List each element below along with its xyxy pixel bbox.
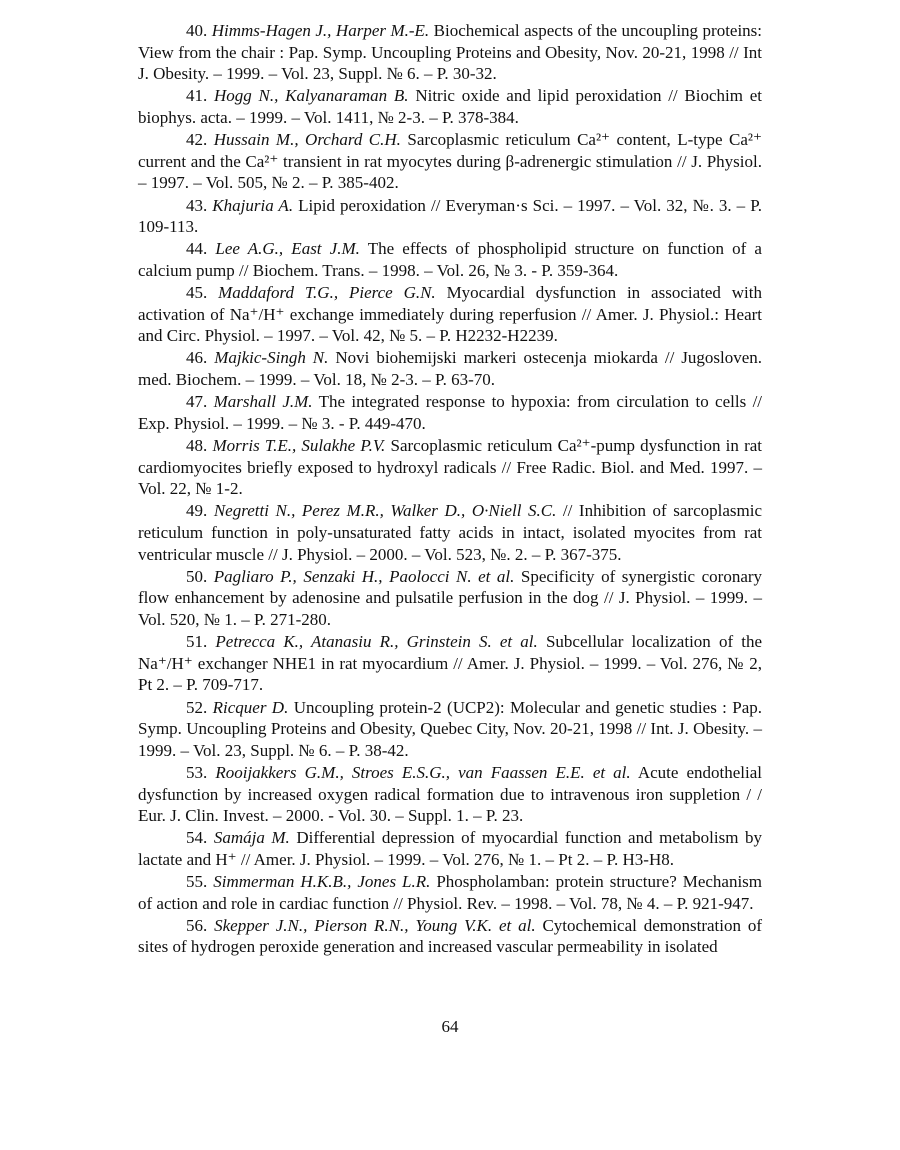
reference-text: Differential depression of myocardial function and metabolism by lactate and H⁺ // Amer. J. Physiol. – 1999. – Vol. 276, № 1. – Pt 2. – P. H3-H8. — [138, 828, 763, 869]
page-number: 64 — [441, 1017, 459, 1036]
reference-entry — [138, 762, 762, 827]
reference-text: Lipid peroxidation // Everyman·s Sci. – 1997. – Vol. 32, №. 3. – P. 109-113. — [138, 195, 763, 237]
reference-authors: Hogg N., Kalyanaraman B. — [214, 86, 409, 106]
reference-number: 44. — [186, 239, 208, 259]
reference-text: The effects of phospholipid structure on function of a calcium pump // Biochem. Trans. – 1998. – Vol. 26, № 3. - P. 359-364. — [138, 239, 762, 280]
reference-authors: Pagliaro P., Senzaki H., Paolocci N. et al. — [213, 566, 515, 586]
reference-authors: Negretti N., Perez M.R., Walker D., O·Niell S.C. — [213, 501, 557, 521]
reference-authors: Petrecca K., Atanasiu R., Grinstein S. et al. — [215, 632, 538, 652]
reference-authors: Maddaford T.G., Pierce G.N. — [218, 283, 436, 303]
reference-authors: Simmerman H.K.B., Jones L.R. — [213, 872, 431, 892]
reference-text: Sarcoplasmic reticulum Ca²⁺-pump dysfunction in rat cardiomyocites briefly exposed to hydroxyl radicals // Free Radic. Biol. and Med. 1997. – Vol. 22, № 1-2. — [138, 436, 762, 499]
reference-authors: Samája M. — [213, 828, 290, 848]
reference-authors: Majkic-Singh N. — [214, 348, 329, 368]
reference-entry — [138, 566, 762, 631]
reference-number: 52. — [186, 697, 208, 717]
reference-text: Novi biohemijski markeri ostecenja miokarda // Jugosloven. med. Biochem. – 1999. – Vol. 18, № 2-3. – P. 63-70. — [138, 348, 763, 390]
reference-entry — [138, 20, 762, 85]
reference-number: 54. — [186, 828, 208, 848]
reference-number: 48. — [186, 436, 208, 456]
reference-text: Uncoupling protein-2 (UCP2): Molecular and genetic studies : Pap. Symp. Uncoupling Proteins and Obesity, Quebec City, Nov. 20-21, 1998 // Int. J. Obesity. – 1999. – Vol. 23, Suppl. № 6. – P. 38-42. — [138, 697, 763, 760]
reference-number: 46. — [186, 348, 208, 368]
reference-entry — [138, 195, 762, 238]
reference-authors: Ricquer D. — [212, 697, 289, 717]
reference-entry — [138, 391, 762, 434]
reference-entry — [138, 871, 762, 914]
reference-text: Myocardial dysfunction in associated with activation of Na⁺/H⁺ exchange immediately during reperfusion // Amer. J. Physiol.: Heart and Circ. Physiol. – 1997. – Vol. 42, № 5. – P. H2232-H2239. — [138, 283, 762, 346]
reference-number: 55. — [186, 872, 208, 892]
reference-number: 53. — [186, 762, 208, 782]
reference-entry — [138, 697, 762, 762]
reference-text: Acute endothelial dysfunction by increased oxygen radical formation due to intravenous iron suppletion / / Eur. J. Clin. Invest. – 2000. - Vol. 30. – Suppl. 1. – P. 23. — [138, 762, 763, 826]
reference-list — [138, 20, 762, 959]
reference-authors: Khajuria A. — [212, 195, 294, 215]
reference-authors: Skepper J.N., Pierson R.N., Young V.K. et al. — [214, 915, 536, 935]
reference-text: Phospholamban: protein structure? Mechanism of action and role in cardiac function // Physiol. Rev. – 1998. – Vol. 78, № 4. – P. 921-947. — [138, 872, 763, 913]
reference-number: 50. — [186, 566, 208, 586]
reference-text: Cytochemical demonstration of sites of hydrogen peroxide generation and increased vascular permeability in isolated — [138, 915, 763, 957]
reference-entry — [138, 282, 762, 347]
reference-number: 56. — [186, 915, 208, 935]
reference-entry — [138, 129, 762, 194]
reference-entry — [138, 500, 762, 565]
reference-text: Subcellular localization of the Na⁺/H⁺ exchanger NHE1 in rat myocardium // Amer. J. Physiol. – 1999. – Vol. 276, № 2, Pt 2. – P. 709-717. — [138, 632, 763, 695]
reference-authors: Lee A.G., East J.M. — [215, 239, 360, 259]
reference-number: 45. — [186, 283, 208, 303]
reference-entry — [138, 631, 762, 696]
reference-text: Biochemical aspects of the uncoupling proteins: View from the chair : Pap. Symp. Uncoupling Proteins and Obesity, Nov. 20-21, 1998 // Int J. Obesity. – 1999. – Vol. 23, Suppl. № 6. – P. 30-32. — [138, 21, 763, 84]
reference-text: The integrated response to hypoxia: from circulation to cells // Exp. Physiol. – 1999. – № 3. - P. 449-470. — [138, 392, 763, 433]
reference-entry — [138, 827, 762, 870]
reference-number: 49. — [186, 501, 208, 521]
reference-text: // Inhibition of sarcoplasmic reticulum function in poly-unsaturated fatty acids in intact, isolated myocites from rat ventricular muscle // J. Physiol. – 2000. – Vol. 523, №. 2. – P. 367-375. — [138, 501, 763, 564]
reference-entry — [138, 85, 762, 128]
reference-entry — [138, 238, 762, 281]
reference-text: Specificity of synergistic coronary flow enhancement by adenosine and pulsatile perfusion in the dog // J. Physiol. – 1999. – Vol. 520, № 1. – P. 271-280. — [138, 566, 763, 629]
reference-entry — [138, 347, 762, 390]
reference-number: 41. — [186, 86, 208, 106]
reference-authors: Himms-Hagen J., Harper M.-E. — [211, 21, 430, 40]
reference-number: 47. — [186, 392, 208, 412]
reference-entry — [138, 915, 762, 958]
reference-number: 40. — [186, 21, 208, 40]
reference-text: Nitric oxide and lipid peroxidation // Biochim et biophys. acta. – 1999. – Vol. 1411, № 2-3. – P. 378-384. — [138, 86, 763, 127]
reference-number: 51. — [186, 632, 208, 652]
reference-text: Sarcoplasmic reticulum Ca²⁺ content, L-type Ca²⁺ current and the Ca²⁺ transient in rat myocytes during β-adrenergic stimulation // J. Physiol. – 1997. – Vol. 505, № 2. – P. 385-402. — [138, 130, 762, 193]
reference-authors: Marshall J.M. — [213, 392, 313, 412]
reference-number: 43. — [186, 195, 208, 215]
reference-authors: Rooijakkers G.M., Stroes E.S.G., van Faassen E.E. et al. — [215, 762, 631, 782]
reference-number: 42. — [186, 130, 208, 150]
reference-authors: Morris T.E., Sulakhe P.V. — [212, 436, 386, 456]
reference-authors: Hussain M., Orchard C.H. — [213, 130, 401, 150]
reference-entry — [138, 435, 762, 500]
